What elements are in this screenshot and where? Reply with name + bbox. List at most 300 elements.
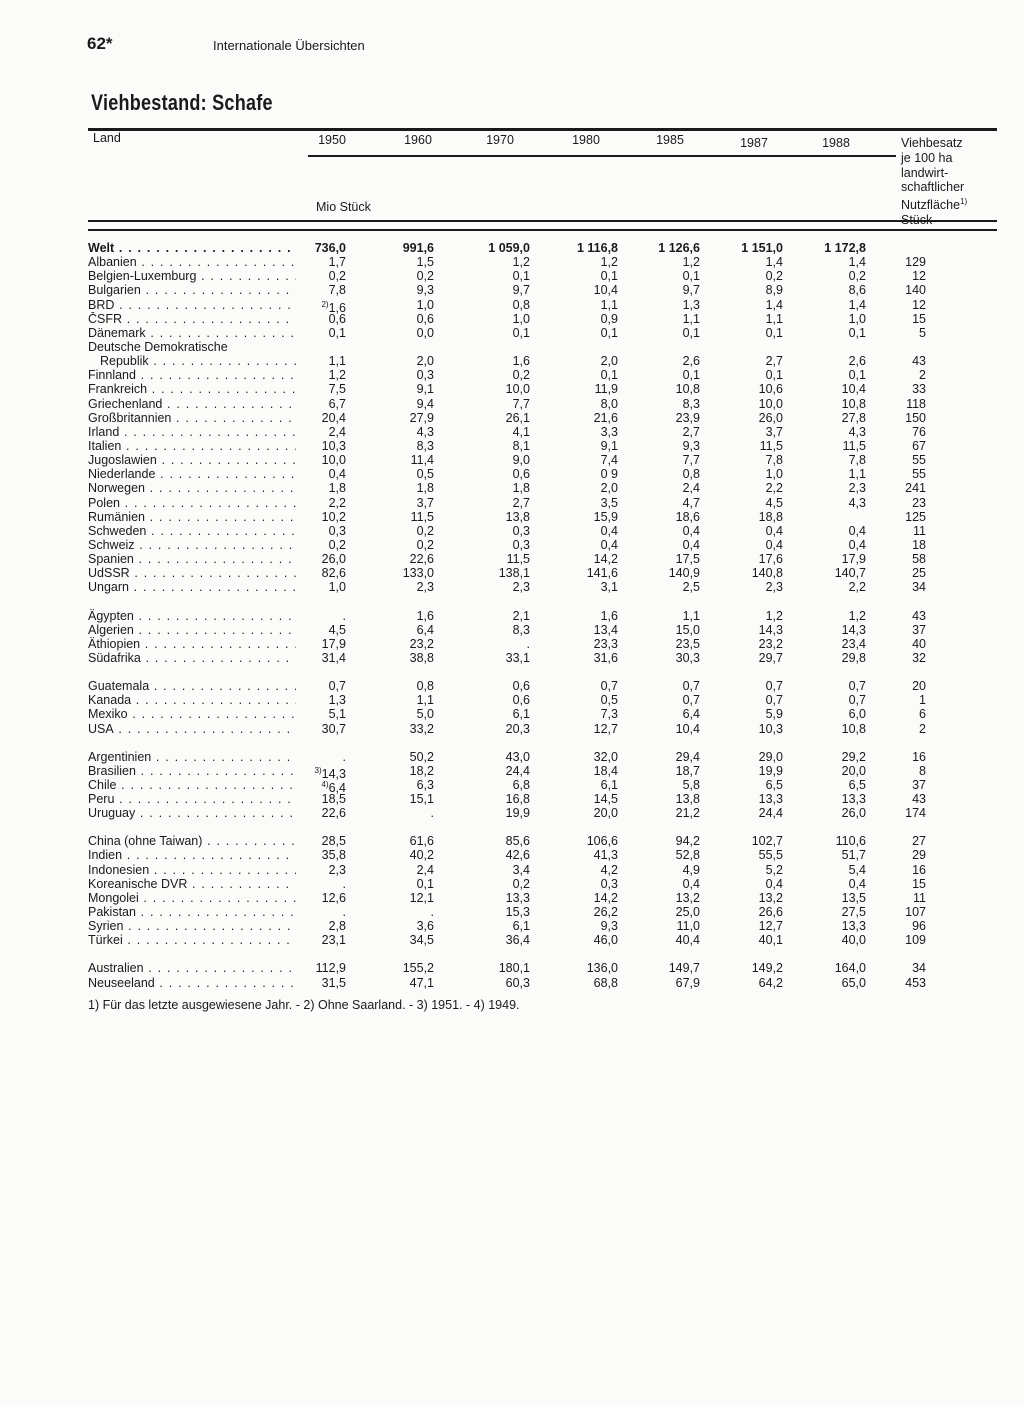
- country-label: Äthiopien: [88, 636, 141, 651]
- value-cell: [630, 933, 700, 947]
- cell-value: 13,2: [758, 890, 783, 905]
- cell-value: 68,8: [593, 975, 618, 990]
- cell-value: 0,9: [600, 311, 618, 326]
- value-cell: [630, 905, 700, 919]
- value-cell: [364, 524, 434, 538]
- cell-value: 8,3: [512, 622, 530, 637]
- cell-value: 0,2: [328, 537, 346, 552]
- besatz-cell: [856, 439, 926, 453]
- cell-value: 0 9: [600, 467, 618, 482]
- value-cell: [548, 792, 618, 806]
- cell-value: 2,6: [682, 354, 700, 369]
- value-cell: [713, 496, 783, 510]
- value-cell: [364, 241, 434, 255]
- value-cell: [713, 834, 783, 848]
- besatz-cell: [856, 298, 926, 312]
- cell-value: 0,7: [765, 693, 783, 708]
- cell-value: 155,2: [402, 961, 434, 976]
- cell-value: 2,3: [328, 862, 346, 877]
- value-cell: [713, 750, 783, 764]
- cell-value: 10,4: [675, 721, 700, 736]
- value-cell: [276, 961, 346, 975]
- cell-value: 0,7: [328, 679, 346, 694]
- cell-value: 0,7: [765, 679, 783, 694]
- value-cell: [548, 905, 618, 919]
- country-name: [88, 326, 296, 340]
- cell-value: 9,1: [600, 438, 618, 453]
- value-cell: [364, 269, 434, 283]
- value-cell: [630, 368, 700, 382]
- cell-value: 40,0: [841, 933, 866, 948]
- cell-value: 0,2: [416, 523, 434, 538]
- cell-value: 18,4: [593, 763, 618, 778]
- cell-value: 1 059,0: [488, 241, 530, 255]
- value-cell: [548, 651, 618, 665]
- cell-value: 10,0: [758, 396, 783, 411]
- table-row: [88, 722, 988, 736]
- value-cell: [460, 848, 530, 862]
- value-cell: [630, 453, 700, 467]
- besatz-cell: [856, 651, 926, 665]
- cell-value: 55: [912, 467, 926, 482]
- value-cell: [276, 467, 346, 481]
- cell-value: 4,3: [848, 495, 866, 510]
- country-name: [88, 764, 296, 778]
- country-name: [88, 961, 296, 975]
- value-cell: [630, 425, 700, 439]
- value-cell: [460, 368, 530, 382]
- table-row: [88, 609, 988, 623]
- value-cell: [460, 354, 530, 368]
- cell-value: 10,4: [841, 382, 866, 397]
- besatz-cell: [856, 397, 926, 411]
- cell-value: 736,0: [314, 241, 346, 255]
- value-cell: [460, 933, 530, 947]
- country-label: Republik: [100, 354, 149, 369]
- cell-value: 180,1: [498, 961, 530, 976]
- value-cell: [460, 905, 530, 919]
- cell-value: 4,2: [600, 862, 618, 877]
- cell-value: 15,9: [593, 509, 618, 524]
- value-cell: [713, 722, 783, 736]
- value-cell: [713, 806, 783, 820]
- cell-value: 7,4: [600, 453, 618, 468]
- cell-value: 174: [905, 806, 926, 821]
- cell-value: 0,6: [512, 467, 530, 482]
- country-name: [88, 877, 296, 891]
- cell-value: 0,7: [682, 679, 700, 694]
- value-cell: [713, 609, 783, 623]
- value-cell: [548, 750, 618, 764]
- cell-value: 4,5: [765, 495, 783, 510]
- country-name: [88, 651, 296, 665]
- value-cell: [460, 481, 530, 495]
- cell-value: 27,9: [409, 410, 434, 425]
- value-cell: [364, 566, 434, 580]
- cell-value: 2,4: [416, 862, 434, 877]
- table-row: [88, 637, 988, 651]
- cell-value: 0,8: [512, 297, 530, 312]
- country-name: [88, 241, 296, 255]
- value-cell: [630, 552, 700, 566]
- value-cell: [460, 919, 530, 933]
- cell-value: 0,4: [765, 876, 783, 891]
- cell-value: 2,6: [848, 354, 866, 369]
- cell-value: 21,2: [675, 806, 700, 821]
- country-name: [88, 566, 296, 580]
- cell-value: 0,1: [765, 325, 783, 340]
- country-label: China (ohne Taiwan): [88, 834, 203, 849]
- cell-value: 23: [912, 495, 926, 510]
- country-name: [88, 481, 296, 495]
- cell-value: 1,1: [765, 311, 783, 326]
- cell-value: 10,8: [675, 382, 700, 397]
- besatz-cell: [856, 707, 926, 721]
- cell-value: 6,5: [765, 777, 783, 792]
- cell-value: 0,7: [848, 679, 866, 694]
- cell-value: 9,3: [600, 919, 618, 934]
- value-cell: [548, 397, 618, 411]
- value-cell: [630, 481, 700, 495]
- country-label: Chile: [88, 777, 117, 792]
- cell-value: 13,3: [758, 792, 783, 807]
- cell-value: 3,7: [765, 424, 783, 439]
- cell-value: 141,6: [586, 566, 618, 581]
- cell-value: 94,2: [675, 834, 700, 849]
- cell-value: 2,3: [765, 580, 783, 595]
- cell-value: .: [342, 905, 346, 920]
- value-cell: [364, 679, 434, 693]
- cell-value: 1,2: [765, 608, 783, 623]
- value-cell: [276, 326, 346, 340]
- cell-value: .: [342, 608, 346, 623]
- besatz-cell: [856, 312, 926, 326]
- table-row: [88, 763, 988, 781]
- cell-value: 21,6: [593, 410, 618, 425]
- country-label: Spanien: [88, 552, 134, 567]
- table-row: [88, 269, 988, 283]
- besatz-cell: [856, 891, 926, 905]
- cell-value: 1,5: [416, 255, 434, 270]
- cell-value: 43: [912, 354, 926, 369]
- value-cell: [364, 397, 434, 411]
- cell-value: 6,4: [416, 622, 434, 637]
- cell-value: 11,9: [594, 382, 618, 397]
- country-name: [88, 354, 296, 368]
- cell-value: 2,7: [682, 424, 700, 439]
- cell-value: 26,0: [841, 806, 866, 821]
- country-name: [88, 679, 296, 693]
- value-cell: [364, 693, 434, 707]
- value-cell: [548, 623, 618, 637]
- cell-value: 6,3: [416, 777, 434, 792]
- cell-value: 140,9: [668, 566, 700, 581]
- value-cell: [548, 679, 618, 693]
- besatz-cell: [856, 834, 926, 848]
- cell-value: 8,0: [600, 396, 618, 411]
- cell-value: 0,1: [600, 269, 618, 284]
- unit-label: Mio Stück: [316, 200, 371, 214]
- table-row: [88, 777, 988, 796]
- cell-value: 11,5: [410, 509, 434, 524]
- cell-value: 13,5: [841, 890, 866, 905]
- value-cell: [548, 269, 618, 283]
- value-cell: [364, 919, 434, 933]
- cell-value: 0,4: [848, 876, 866, 891]
- value-cell: [364, 933, 434, 947]
- value-cell: [364, 283, 434, 297]
- cell-value: 34,5: [409, 933, 434, 948]
- besatz-cell: [856, 269, 926, 283]
- cell-value: 109: [905, 933, 926, 948]
- value-cell: [630, 764, 700, 778]
- cell-value: 125: [905, 509, 926, 524]
- cell-value: 31,5: [321, 975, 346, 990]
- value-cell: [630, 651, 700, 665]
- value-cell: [364, 707, 434, 721]
- cell-value: .: [526, 636, 530, 651]
- cell-value: 9,3: [416, 283, 434, 298]
- value-cell: [460, 679, 530, 693]
- country-name: [88, 750, 296, 764]
- cell-value: 1,1: [682, 311, 700, 326]
- value-cell: [276, 425, 346, 439]
- besatz-text: Nutzfläche: [901, 198, 961, 213]
- value-cell: [713, 425, 783, 439]
- value-cell: [460, 961, 530, 975]
- cell-value: 35,8: [321, 848, 346, 863]
- cell-value: 19,9: [505, 806, 530, 821]
- besatz-cell: [856, 792, 926, 806]
- cell-value: 2,2: [328, 495, 346, 510]
- table-row: [88, 707, 988, 721]
- value-cell: [630, 496, 700, 510]
- value-cell: [460, 467, 530, 481]
- cell-value: 7,5: [328, 382, 346, 397]
- besatz-cell: [856, 609, 926, 623]
- cell-value: 0,1: [512, 269, 530, 284]
- cell-value: 50,2: [409, 749, 434, 764]
- value-cell: [364, 580, 434, 594]
- cell-value: 29,7: [758, 650, 783, 665]
- cell-value: 40,4: [675, 933, 700, 948]
- table-row: [88, 792, 988, 806]
- cell-value: 18,5: [321, 792, 346, 807]
- cell-value: 33,1: [505, 650, 530, 665]
- cell-value: 1,8: [512, 481, 530, 496]
- cell-value: 28,5: [321, 834, 346, 849]
- table-row: [88, 848, 988, 862]
- cell-value: 9,3: [682, 438, 700, 453]
- cell-value: 20,0: [593, 806, 618, 821]
- value-cell: [460, 439, 530, 453]
- value-cell: [364, 382, 434, 396]
- value-cell: [630, 411, 700, 425]
- value-cell: [276, 510, 346, 524]
- cell-value: 22,6: [321, 806, 346, 821]
- value-cell: [630, 566, 700, 580]
- value-cell: [364, 750, 434, 764]
- table-row: [88, 552, 988, 566]
- cell-value: 33,2: [409, 721, 434, 736]
- cell-value: 15,1: [409, 792, 434, 807]
- cell-value: 13,3: [841, 792, 866, 807]
- country-label: Dänemark: [88, 325, 146, 340]
- value-cell: [276, 241, 346, 255]
- cell-value: 13,8: [505, 509, 530, 524]
- cell-value: 0,2: [512, 876, 530, 891]
- value-cell: [276, 566, 346, 580]
- value-cell: [364, 623, 434, 637]
- cell-value: 26,2: [593, 905, 618, 920]
- value-cell: [460, 397, 530, 411]
- cell-value: 12: [912, 297, 926, 312]
- value-cell: [548, 848, 618, 862]
- value-cell: [276, 891, 346, 905]
- table-row: [88, 651, 988, 665]
- cell-value: 8: [919, 763, 926, 778]
- value-cell: [276, 283, 346, 297]
- value-cell: [460, 538, 530, 552]
- besatz-cell: [856, 382, 926, 396]
- column-header-year: 1960: [404, 133, 432, 147]
- cell-value: 9,1: [416, 382, 434, 397]
- value-cell: [460, 891, 530, 905]
- value-cell: [548, 806, 618, 820]
- cell-value: 14,3: [758, 622, 783, 637]
- value-cell: [548, 326, 618, 340]
- value-cell: [460, 707, 530, 721]
- column-header-year: 1980: [572, 133, 600, 147]
- value-cell: [276, 411, 346, 425]
- besatz-line: je 100 ha: [901, 150, 953, 165]
- country-name: [88, 905, 296, 919]
- value-cell: [276, 481, 346, 495]
- value-cell: [364, 637, 434, 651]
- cell-value: 1,0: [848, 311, 866, 326]
- country-name: [88, 806, 296, 820]
- country-name: [88, 623, 296, 637]
- country-label: Algerien: [88, 622, 134, 637]
- cell-value: 0,4: [765, 523, 783, 538]
- cell-value: 4,5: [328, 622, 346, 637]
- value-cell: [713, 566, 783, 580]
- cell-value: 9,7: [512, 283, 530, 298]
- value-cell: [548, 877, 618, 891]
- country-name: [88, 312, 296, 326]
- cell-value: 14,2: [593, 890, 618, 905]
- country-name: [88, 255, 296, 269]
- value-cell: [630, 524, 700, 538]
- table-row: [88, 439, 988, 453]
- cell-value: 991,6: [402, 241, 434, 255]
- value-cell: [460, 552, 530, 566]
- value-cell: [364, 778, 434, 792]
- value-cell: [713, 623, 783, 637]
- cell-value: 0,7: [600, 679, 618, 694]
- cell-value: 0,4: [682, 523, 700, 538]
- cell-value: 34: [912, 580, 926, 595]
- cell-value: 0,6: [328, 311, 346, 326]
- cell-value: 15,3: [505, 905, 530, 920]
- country-label: Schweden: [88, 523, 147, 538]
- cell-value: 7,7: [512, 396, 530, 411]
- cell-value: 0,7: [848, 693, 866, 708]
- country-name: [88, 637, 296, 651]
- value-cell: [460, 382, 530, 396]
- cell-value: 5,9: [765, 707, 783, 722]
- besatz-cell: [856, 467, 926, 481]
- value-cell: [713, 241, 783, 255]
- value-cell: [630, 326, 700, 340]
- value-cell: [460, 792, 530, 806]
- cell-value: 23,9: [675, 410, 700, 425]
- value-cell: [460, 269, 530, 283]
- cell-value: 9,4: [416, 396, 434, 411]
- country-label: Kanada: [88, 693, 132, 708]
- country-name: [88, 848, 296, 862]
- table-row: [88, 510, 988, 524]
- country-name: [88, 538, 296, 552]
- cell-value: 2,2: [765, 481, 783, 496]
- cell-value: 453: [905, 975, 926, 990]
- value-cell: [713, 637, 783, 651]
- country-name: [88, 707, 296, 721]
- value-cell: [364, 538, 434, 552]
- cell-value: 2,7: [512, 495, 530, 510]
- cell-value: 10,6: [758, 382, 783, 397]
- value-cell: [276, 312, 346, 326]
- country-label: Mexiko: [88, 707, 128, 722]
- column-header-land: Land: [93, 131, 121, 145]
- cell-value: 42,6: [505, 848, 530, 863]
- value-cell: [548, 834, 618, 848]
- value-cell: [630, 976, 700, 990]
- value-cell: [713, 552, 783, 566]
- value-cell: [630, 877, 700, 891]
- value-cell: [630, 623, 700, 637]
- besatz-cell: [856, 863, 926, 877]
- besatz-cell: [856, 496, 926, 510]
- country-name: [88, 524, 296, 538]
- value-cell: [713, 397, 783, 411]
- country-label: Pakistan: [88, 905, 136, 920]
- value-cell: [548, 580, 618, 594]
- cell-value: 1,4: [848, 297, 866, 312]
- value-cell: [276, 877, 346, 891]
- cell-value: 112,9: [315, 961, 346, 976]
- country-name: [88, 397, 296, 411]
- cell-value: 16: [912, 749, 926, 764]
- value-cell: [630, 439, 700, 453]
- value-cell: [548, 354, 618, 368]
- besatz-cell: [856, 679, 926, 693]
- value-cell: [364, 792, 434, 806]
- cell-value: 5,0: [416, 707, 434, 722]
- cell-value: 164,0: [834, 961, 866, 976]
- country-label: Australien: [88, 961, 144, 976]
- value-cell: [713, 863, 783, 877]
- value-cell: [460, 425, 530, 439]
- cell-value: 0,5: [600, 693, 618, 708]
- cell-value: 6,1: [512, 707, 530, 722]
- value-cell: [713, 707, 783, 721]
- country-label: Bulgarien: [88, 283, 141, 298]
- value-cell: [276, 552, 346, 566]
- country-name: [88, 496, 296, 510]
- value-cell: [630, 637, 700, 651]
- country-label: Deutsche Demokratische: [88, 339, 228, 354]
